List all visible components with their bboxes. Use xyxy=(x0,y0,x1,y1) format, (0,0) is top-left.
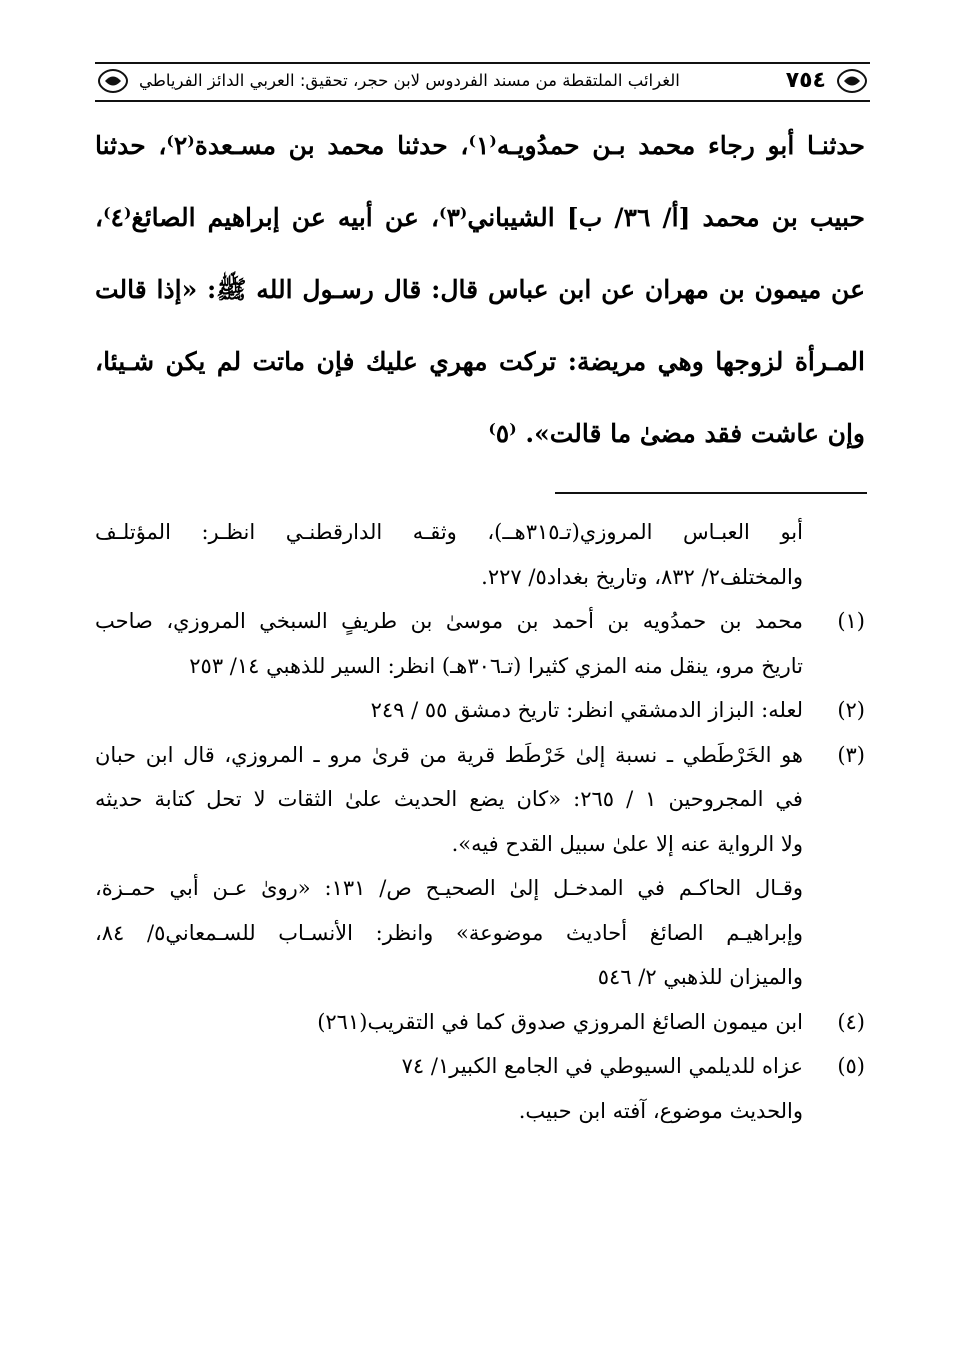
main-line: حدثنـا أبو رجاء محمد بـن حمدُويـه⁽١⁾، حدثنا محمد بن مسـعدة⁽٢⁾، حدثنا xyxy=(95,131,865,160)
main-line: حبيب بن محمد [أ/ ٣٦/ ب] الشيباني⁽٣⁾، عن أبيه عن إبراهيم الصائغ⁽٤⁾، xyxy=(95,203,865,232)
main-line: المـرأة لزوجها وهي مريضة: تركت مهري عليك فإن ماتت لم يكن شـيئا، xyxy=(95,347,865,376)
footnote-line: وإبراهيـم الصائغ أحاديث موضوعة» وانظر: الأنسـاب للسـمعاني٥/ ٨٤، xyxy=(95,920,803,945)
footnote-line: ولا الرواية عنه إلا علىٰ سبيل القدح فيه». xyxy=(451,831,803,856)
footnote-divider xyxy=(555,492,867,494)
footnote-line: وقـال الحاكـم في المدخـل إلىٰ الصحيـح ص/ ١٣١: «روىٰ عـن أبي حمـزة، xyxy=(95,876,803,900)
header-rule-bottom xyxy=(95,100,870,102)
footnote-carry-over xyxy=(95,510,865,599)
footnote-3 xyxy=(95,733,865,1000)
main-line: عن ميمون بن مهران عن ابن عباس قال: قال رسـول الله ﷺ: «إذا قالت xyxy=(95,275,865,304)
footnote-number: (٥) xyxy=(837,1054,865,1078)
footnote-line: ابن ميمون الصائغ المروزي صدوق كما في التقريب(٢٦١) xyxy=(317,1009,803,1034)
footnote-2 xyxy=(95,688,865,733)
footnote-line: والميزان للذهبي ٢/ ٥٤٦ xyxy=(597,965,803,989)
footnote-number: (٤) xyxy=(837,1009,865,1034)
footnote-number: (٣) xyxy=(837,742,865,767)
footnote-line: تاريخ مرو، ينقل منه المزي كثيرا (تـ٣٠٦هـ) انظر: السير للذهبي ١٤/ ٢٥٣ xyxy=(189,653,803,678)
footnote-line: أبو العبـاس المروزي(تـ٣١٥هــ)، وثقـه الدارقطنـي انظـر: المؤتلـف xyxy=(95,520,803,544)
footnote-line: محمد بن حمدُويه بن أحمد بن موسىٰ بن طريفٍ السبخي المروزي، صاحب xyxy=(95,609,803,633)
main-line: وإن عاشت فقد مضىٰ ما قالت». ⁽٥⁾ xyxy=(488,419,865,448)
footnote-4 xyxy=(95,1000,865,1045)
footnote-line: هو الخَرْطَطي ـ نسبة إلىٰ خَرْطَط قرية من قرىٰ مرو ـ المروزي، قال ابن حبان xyxy=(95,742,803,767)
footnote-line: والمختلف٢/ ٨٣٢، وتاريخ بغداد٥/ ٢٢٧. xyxy=(481,564,803,589)
footnote-line: والحديث موضوع، آفته ابن حبيب. xyxy=(518,1098,803,1123)
footnote-line: لعله: البزاز الدمشقي انظر: تاريخ دمشق ٥٥ / ٢٤٩ xyxy=(370,698,803,722)
footnote-number: (١) xyxy=(837,609,865,633)
ornament-left-icon xyxy=(95,66,131,96)
footnote-number: (٢) xyxy=(837,698,865,722)
page-number: ٧٥٤ xyxy=(785,68,826,93)
page-header xyxy=(95,60,870,108)
footnotes xyxy=(95,510,865,1133)
footnote-5 xyxy=(95,1044,865,1133)
header-rule-top xyxy=(95,62,870,64)
footnote-line: عزاه للديلمي السيوطي في الجامع الكبير١/ ٧٤ xyxy=(401,1054,803,1078)
footnote-1 xyxy=(95,599,865,688)
running-title: الغرائب الملتقطة من مسند الفردوس لابن حجر، تحقيق: العربي الدائز الفرياطي xyxy=(139,71,680,90)
footnote-line: في المجروحين ١ / ٢٦٥: «كان يضع الحديث علىٰ الثقات لا تحل كتابة حديثه xyxy=(95,787,803,811)
ornament-right-icon xyxy=(834,66,870,96)
main-text xyxy=(95,110,865,470)
